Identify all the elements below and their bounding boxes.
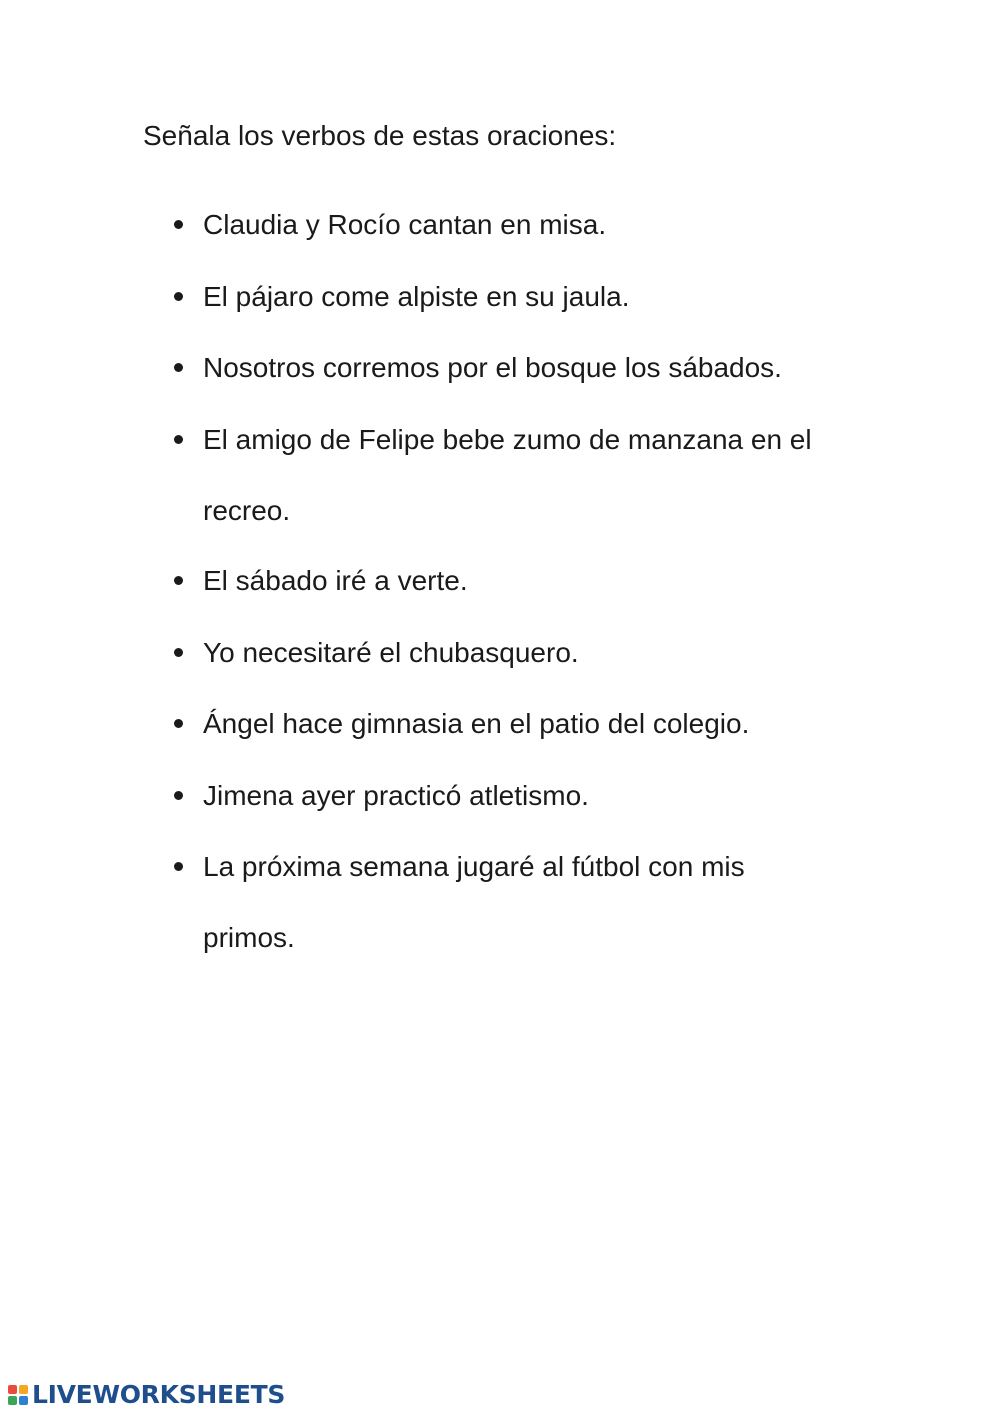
logo-square bbox=[19, 1396, 28, 1405]
sentence-item bbox=[203, 831, 843, 973]
sentence-item bbox=[203, 189, 843, 260]
bullet-icon bbox=[174, 435, 183, 444]
sentence-text: Nosotros corremos por el bosque los sábados. bbox=[203, 352, 782, 383]
bullet-icon bbox=[174, 648, 183, 657]
logo-square bbox=[19, 1385, 28, 1394]
logo-mark-icon bbox=[8, 1385, 28, 1405]
sentence-item bbox=[203, 404, 843, 546]
sentence-item bbox=[203, 617, 843, 688]
sentence-item bbox=[203, 332, 843, 403]
sentence-text: Ángel hace gimnasia en el patio del colegio. bbox=[203, 708, 750, 739]
sentence-item bbox=[203, 261, 843, 332]
sentence-text: Jimena ayer practicó atletismo. bbox=[203, 780, 589, 811]
sentence-text: La próxima semana jugaré al fútbol con mis primos. bbox=[203, 851, 745, 953]
bullet-icon bbox=[174, 791, 183, 800]
sentence-item bbox=[203, 688, 843, 759]
sentence-text: Yo necesitaré el chubasquero. bbox=[203, 637, 579, 668]
bullet-icon bbox=[174, 719, 183, 728]
bullet-icon bbox=[174, 576, 183, 585]
logo-square bbox=[8, 1396, 17, 1405]
brand-name: LIVEWORKSHEETS bbox=[32, 1380, 286, 1409]
sentence-text: El amigo de Felipe bebe zumo de manzana en el recreo. bbox=[203, 424, 812, 526]
sentence-text: El pájaro come alpiste en su jaula. bbox=[203, 281, 630, 312]
sentence-item bbox=[203, 545, 843, 616]
sentence-text: El sábado iré a verte. bbox=[203, 565, 468, 596]
instruction-heading: Señala los verbos de estas oraciones: bbox=[143, 120, 617, 151]
bullet-icon bbox=[174, 292, 183, 301]
sentence-text: Claudia y Rocío cantan en misa. bbox=[203, 209, 607, 240]
logo-square bbox=[8, 1385, 17, 1394]
bullet-icon bbox=[174, 363, 183, 372]
liveworksheets-logo bbox=[8, 1382, 285, 1408]
bullet-icon bbox=[174, 220, 183, 229]
bullet-icon bbox=[174, 862, 183, 871]
sentence-item bbox=[203, 760, 843, 831]
